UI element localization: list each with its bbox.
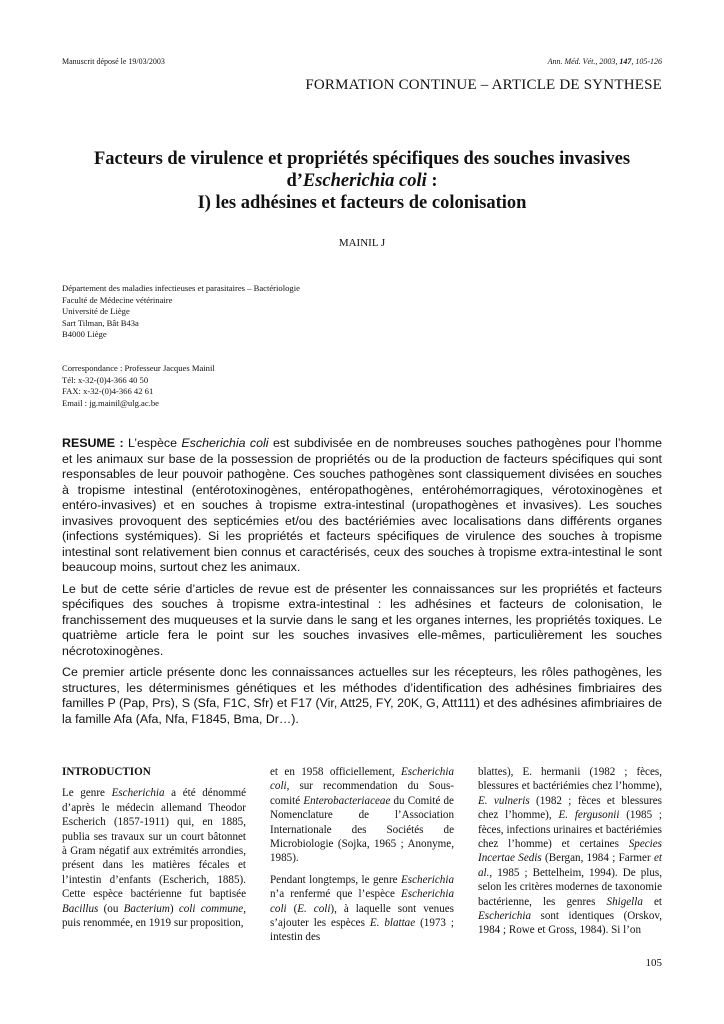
abstract-paragraph-1: RESUME : L’espèce Escherichia coli est subdivisée en de nombreuses souches pathogènes pour l’homme et les animaux sur base de la possession de propriétés ou de la production de facteurs spécifiques qui sont responsables de leur pouvoir pathogène. Ces souches pathogènes sont classiquement divisées en souches à tropisme intestinal (entérotoxinogènes, entéropathogènes, entérohémorragiques, vérotoxinogènes et entéro-invasives) et en souches à tropisme extra-intestinal (uropathogènes et invasives). Les souches invasives provoquent des septicémies et/ou des bactériémies avec localisations dans différents organes (infections systémiques). Si les propriétés et facteurs spécifiques de virulence des souches à tropisme intestinal sont relativement bien connus et caractérisés, ceux des souches à tropisme extra-intestinal le sont beaucoup moins, surtout chez les animaux.: [62, 436, 662, 574]
intro-heading: INTRODUCTION: [62, 766, 151, 778]
affiliation-line: Sart Tilman, Bât B43a: [62, 317, 139, 328]
affiliation-line: Département des maladies infectieuses et parasitaires – Bactériologie: [62, 283, 300, 293]
body-paragraph: et en 1958 officiellement, Escherichia coli, sur recommendation du Sous-comité Enterobacteriaceae du Comité de Nomenclature de l’Association Internationale des Sociétés de Microbiologie (Sojka, 1965 ; Anonyme, 1985).: [270, 766, 454, 865]
article-title: [62, 148, 662, 214]
fax: FAX: x-32-(0)4-366 42 61: [62, 386, 154, 397]
body-paragraph: Le genre Escherichia a été dénommé d’après le médecin allemand Theodor Escherich (1857-1911) qui, en 1885, publia ses travaux sur un court bâtonnet à Gram négatif aux extrémités arrondies, présent dans les matières fécales et l’intestin d’enfants (Escherich, 1885). Cette espèce bactérienne fut baptisée Bacillus (ou Bacterium) coli commune, puis renommée, en 1919 sur proposition,: [62, 787, 247, 930]
section-heading: FORMATION CONTINUE – ARTICLE DE SYNTHESE: [305, 77, 662, 93]
affiliation-line: Faculté de Médecine vétérinaire: [62, 294, 173, 305]
body-paragraph: Pendant longtemps, le genre Escherichia n’a renfermé que l’espèce Escherichia coli (E. coli), à laquelle sont venues s’ajouter les espèces E. blattae (1973 ; intestin des: [270, 873, 455, 944]
abstract: [62, 436, 662, 733]
page-number: 105: [645, 957, 662, 969]
body-column-1: [62, 765, 246, 937]
correspondence: [62, 363, 215, 409]
affiliation-line: B4000 Liège: [62, 329, 107, 340]
title-line-1: Facteurs de virulence et propriétés spécifiques des souches invasives: [93, 149, 631, 169]
abstract-paragraph-3: Ce premier article présente donc les connaissances actuelles sur les récepteurs, les rôles pathogènes, les structures, les déterminismes génétiques et les méthodes d’identification des adhésines fimbriaires des familles P (Pap, Prs), S (Sfa, F1C, Sfr) et F17 (Vir, Att25, FY, 20K, G, Att111) et des adhésines afimbriaires de la famille Afa (Afa, Nfa, F1845, Bma, Dr…).: [62, 665, 662, 726]
email: Email : jg.mainil@ulg.ac.be: [62, 397, 159, 408]
author: MAINIL J: [338, 237, 386, 249]
affiliation: [62, 283, 300, 341]
abstract-label: RESUME :: [62, 436, 124, 450]
correspondence-name: Correspondance : Professeur Jacques Mainil: [62, 363, 215, 373]
journal-citation: Ann. Méd. Vét., 2003, 147, 105-126: [547, 57, 662, 66]
submission-date: Manuscrit déposé le 19/03/2003: [62, 57, 165, 66]
title-line-2: d’Escherichia coli :: [286, 171, 438, 191]
abstract-paragraph-2: Le but de cette série d’articles de revue est de présenter les connaissances sur les propriétés et facteurs spécifiques des souches à tropisme extra-intestinal : les adhésines et facteurs de colonisation, le franchissement des muqueuses et la survie dans le sang et les organes internes, les propriétés toxiques. Le quatrième article fera le point sur les souches invasives elle-mêmes, particulièrement les souches nécrotoxinogènes.: [62, 581, 662, 658]
body-paragraph: blattes), E. hermanii (1982 ; fèces, blessures et bactériémies chez l’homme), E. vulneris (1982 ; fèces et blessures chez l’homme), E. fergusonii (1985 ; fèces, infections urinaires et bactériémies chez l’homme) et certaines Species Incertae Sedis (Bergan, 1984 ; Farmer et al., 1985 ; Bettelheim, 1994). De plus, selon les critères modernes de taxonomie bactérienne, les genres Shigella et Escherichia sont identiques (Orskov, 1984 ; Rowe et Gross, 1984). Si l’on: [478, 766, 663, 937]
body-column-2: [270, 765, 454, 952]
body-column-3: [478, 765, 662, 945]
title-line-3: I) les adhésines et facteurs de colonisation: [197, 193, 527, 213]
affiliation-line: Université de Liège: [62, 306, 130, 317]
phone: Tél: x-32-(0)4-366 40 50: [62, 374, 149, 385]
